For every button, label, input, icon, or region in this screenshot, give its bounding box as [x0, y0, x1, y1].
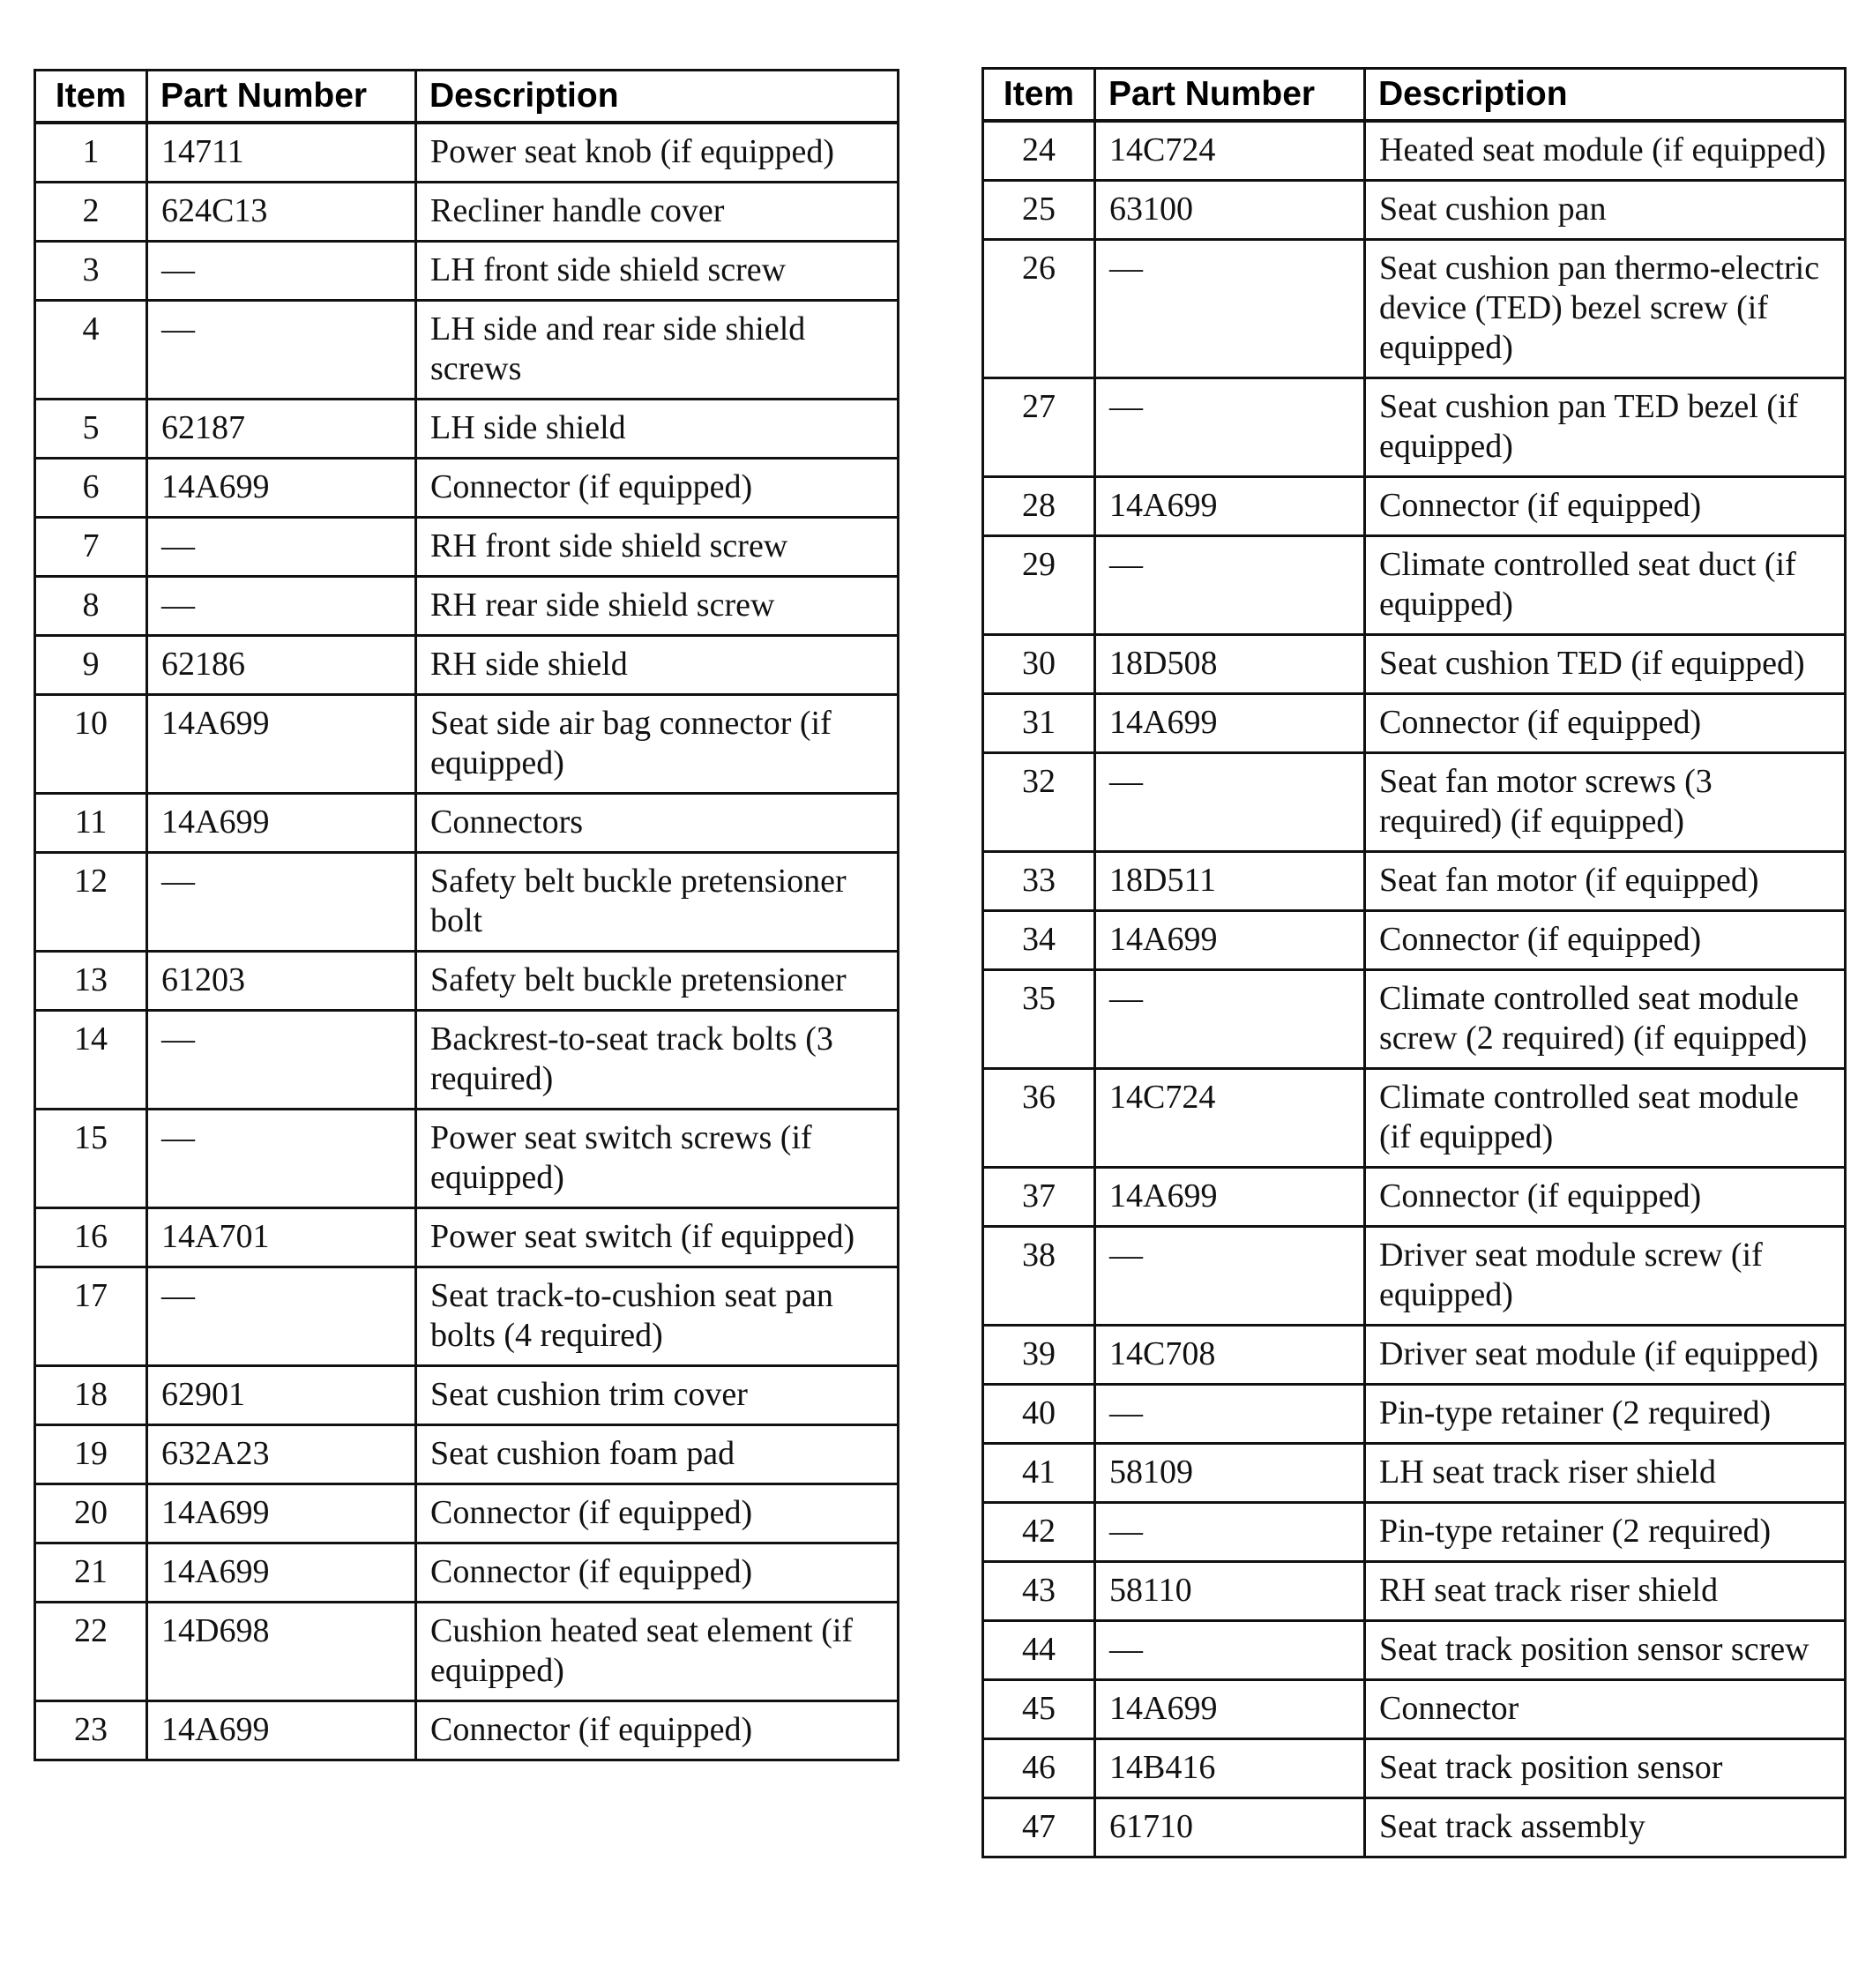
item-number-cell: 32: [983, 753, 1095, 852]
item-number-cell: 31: [983, 694, 1095, 753]
description-cell: Seat cushion TED (if equipped): [1365, 635, 1846, 694]
part-number-cell: —: [1095, 970, 1365, 1069]
table-row: [35, 242, 899, 301]
part-number-cell: —: [1095, 1385, 1365, 1444]
description-cell: RH front side shield screw: [416, 518, 899, 577]
table-row: [35, 1208, 899, 1267]
item-number-cell: 14: [35, 1011, 147, 1110]
item-number-cell: 43: [983, 1562, 1095, 1621]
table-row: [35, 1543, 899, 1603]
description-cell: Heated seat module (if equipped): [1365, 121, 1846, 181]
table-row: [35, 518, 899, 577]
part-number-cell: 14711: [147, 123, 416, 183]
description-cell: Safety belt buckle pretensioner bolt: [416, 853, 899, 952]
item-number-cell: 20: [35, 1484, 147, 1543]
description-cell: Connector (if equipped): [416, 459, 899, 518]
item-number-cell: 16: [35, 1208, 147, 1267]
part-number-cell: —: [147, 1110, 416, 1208]
table-body: [35, 123, 899, 1760]
item-number-cell: 46: [983, 1739, 1095, 1798]
part-number-cell: 14C708: [1095, 1326, 1365, 1385]
item-number-cell: 9: [35, 636, 147, 695]
part-number-cell: 61710: [1095, 1798, 1365, 1857]
table-row: [983, 1227, 1846, 1326]
description-cell: Connector (if equipped): [416, 1701, 899, 1760]
item-number-cell: 33: [983, 852, 1095, 911]
description-cell: Seat cushion trim cover: [416, 1366, 899, 1425]
description-cell: Connector (if equipped): [1365, 477, 1846, 536]
table-row: [983, 970, 1846, 1069]
description-cell: Climate controlled seat module (if equipped): [1365, 1069, 1846, 1168]
item-number-cell: 5: [35, 400, 147, 459]
description-cell: LH front side shield screw: [416, 242, 899, 301]
part-number-cell: 62901: [147, 1366, 416, 1425]
part-number-cell: —: [147, 1267, 416, 1366]
part-number-cell: 14A699: [147, 1701, 416, 1760]
header-description: Description: [416, 71, 899, 123]
description-cell: Connector (if equipped): [1365, 694, 1846, 753]
header-part-number: Part Number: [1095, 69, 1365, 122]
description-cell: Power seat switch screws (if equipped): [416, 1110, 899, 1208]
description-cell: Power seat switch (if equipped): [416, 1208, 899, 1267]
part-number-cell: —: [147, 577, 416, 636]
description-cell: Seat fan motor (if equipped): [1365, 852, 1846, 911]
part-number-cell: —: [1095, 240, 1365, 378]
table-row: [983, 536, 1846, 635]
part-number-cell: 61203: [147, 952, 416, 1011]
table-row: [35, 400, 899, 459]
description-cell: Seat fan motor screws (3 required) (if equipped): [1365, 753, 1846, 852]
item-number-cell: 35: [983, 970, 1095, 1069]
part-number-cell: 14B416: [1095, 1739, 1365, 1798]
description-cell: LH side and rear side shield screws: [416, 301, 899, 400]
description-cell: Seat cushion pan: [1365, 181, 1846, 240]
description-cell: Driver seat module screw (if equipped): [1365, 1227, 1846, 1326]
table-row: [983, 477, 1846, 536]
description-cell: Connector (if equipped): [416, 1543, 899, 1603]
part-number-cell: —: [147, 1011, 416, 1110]
part-number-cell: 18D508: [1095, 635, 1365, 694]
table-row: [35, 183, 899, 242]
table-row: [983, 1385, 1846, 1444]
item-number-cell: 38: [983, 1227, 1095, 1326]
description-cell: Connector (if equipped): [1365, 911, 1846, 970]
item-number-cell: 24: [983, 121, 1095, 181]
item-number-cell: 36: [983, 1069, 1095, 1168]
item-number-cell: 11: [35, 794, 147, 853]
table-row: [35, 1603, 899, 1701]
header-part-number: Part Number: [147, 71, 416, 123]
table-row: [35, 1366, 899, 1425]
item-number-cell: 15: [35, 1110, 147, 1208]
part-number-cell: 14A699: [1095, 477, 1365, 536]
table-row: [983, 1621, 1846, 1680]
item-number-cell: 2: [35, 183, 147, 242]
item-number-cell: 1: [35, 123, 147, 183]
table-row: [35, 695, 899, 794]
table-row: [983, 1562, 1846, 1621]
description-cell: Climate controlled seat module screw (2 required) (if equipped): [1365, 970, 1846, 1069]
item-number-cell: 26: [983, 240, 1095, 378]
description-cell: Pin-type retainer (2 required): [1365, 1503, 1846, 1562]
item-number-cell: 19: [35, 1425, 147, 1484]
item-number-cell: 8: [35, 577, 147, 636]
item-number-cell: 22: [35, 1603, 147, 1701]
item-number-cell: 3: [35, 242, 147, 301]
item-number-cell: 18: [35, 1366, 147, 1425]
table-row: [983, 1503, 1846, 1562]
part-number-cell: 14A699: [147, 1543, 416, 1603]
table-row: [983, 1444, 1846, 1503]
description-cell: Connector: [1365, 1680, 1846, 1739]
item-number-cell: 45: [983, 1680, 1095, 1739]
description-cell: RH side shield: [416, 636, 899, 695]
part-number-cell: 14A699: [1095, 694, 1365, 753]
table-row: [35, 577, 899, 636]
part-number-cell: 624C13: [147, 183, 416, 242]
part-number-cell: —: [147, 853, 416, 952]
part-number-cell: 63100: [1095, 181, 1365, 240]
item-number-cell: 42: [983, 1503, 1095, 1562]
table-row: [983, 240, 1846, 378]
item-number-cell: 29: [983, 536, 1095, 635]
part-number-cell: —: [1095, 378, 1365, 477]
item-number-cell: 23: [35, 1701, 147, 1760]
item-number-cell: 40: [983, 1385, 1095, 1444]
table-row: [983, 121, 1846, 181]
item-number-cell: 6: [35, 459, 147, 518]
table-row: [983, 378, 1846, 477]
part-number-cell: —: [1095, 1503, 1365, 1562]
item-number-cell: 12: [35, 853, 147, 952]
part-number-cell: 14C724: [1095, 1069, 1365, 1168]
item-number-cell: 47: [983, 1798, 1095, 1857]
item-number-cell: 44: [983, 1621, 1095, 1680]
description-cell: Connectors: [416, 794, 899, 853]
table-row: [983, 181, 1846, 240]
table-row: [35, 123, 899, 183]
part-number-cell: 62186: [147, 636, 416, 695]
table-row: [35, 794, 899, 853]
item-number-cell: 17: [35, 1267, 147, 1366]
table-row: [35, 1425, 899, 1484]
header-item: Item: [35, 71, 147, 123]
table-row: [35, 1011, 899, 1110]
description-cell: Seat track-to-cushion seat pan bolts (4 required): [416, 1267, 899, 1366]
part-number-cell: —: [147, 518, 416, 577]
part-number-cell: 14A701: [147, 1208, 416, 1267]
header-description: Description: [1365, 69, 1846, 122]
table-row: [983, 1069, 1846, 1168]
description-cell: Safety belt buckle pretensioner: [416, 952, 899, 1011]
item-number-cell: 34: [983, 911, 1095, 970]
parts-table-left: [34, 69, 899, 1761]
part-number-cell: —: [1095, 1227, 1365, 1326]
description-cell: Seat track assembly: [1365, 1798, 1846, 1857]
item-number-cell: 27: [983, 378, 1095, 477]
part-number-cell: 14A699: [147, 794, 416, 853]
description-cell: Connector (if equipped): [1365, 1168, 1846, 1227]
description-cell: Cushion heated seat element (if equipped): [416, 1603, 899, 1701]
part-number-cell: 14C724: [1095, 121, 1365, 181]
description-cell: Backrest-to-seat track bolts (3 required): [416, 1011, 899, 1110]
part-number-cell: 14A699: [1095, 1680, 1365, 1739]
table-row: [983, 1680, 1846, 1739]
description-cell: Seat track position sensor: [1365, 1739, 1846, 1798]
part-number-cell: 62187: [147, 400, 416, 459]
parts-table-right: [981, 67, 1847, 1858]
part-number-cell: 14A699: [147, 1484, 416, 1543]
table-row: [35, 459, 899, 518]
table-row: [35, 636, 899, 695]
item-number-cell: 41: [983, 1444, 1095, 1503]
table-row: [983, 635, 1846, 694]
table-row: [983, 753, 1846, 852]
table-row: [983, 1168, 1846, 1227]
part-number-cell: —: [1095, 536, 1365, 635]
table-row: [35, 1110, 899, 1208]
table-row: [983, 911, 1846, 970]
item-number-cell: 21: [35, 1543, 147, 1603]
item-number-cell: 10: [35, 695, 147, 794]
table-row: [35, 853, 899, 952]
item-number-cell: 37: [983, 1168, 1095, 1227]
part-number-cell: 18D511: [1095, 852, 1365, 911]
part-number-cell: 14A699: [147, 695, 416, 794]
table-row: [35, 1267, 899, 1366]
item-number-cell: 39: [983, 1326, 1095, 1385]
part-number-cell: 14A699: [147, 459, 416, 518]
part-number-cell: 58109: [1095, 1444, 1365, 1503]
description-cell: Seat side air bag connector (if equipped): [416, 695, 899, 794]
item-number-cell: 13: [35, 952, 147, 1011]
description-cell: Seat cushion pan TED bezel (if equipped): [1365, 378, 1846, 477]
description-cell: Driver seat module (if equipped): [1365, 1326, 1846, 1385]
description-cell: Recliner handle cover: [416, 183, 899, 242]
table-row: [35, 1484, 899, 1543]
item-number-cell: 30: [983, 635, 1095, 694]
item-number-cell: 4: [35, 301, 147, 400]
part-number-cell: 14D698: [147, 1603, 416, 1701]
table-row: [983, 852, 1846, 911]
part-number-cell: 14A699: [1095, 1168, 1365, 1227]
description-cell: LH seat track riser shield: [1365, 1444, 1846, 1503]
header-item: Item: [983, 69, 1095, 122]
table-header-row: [35, 71, 899, 123]
table-row: [983, 1798, 1846, 1857]
table-row: [983, 694, 1846, 753]
part-number-cell: —: [147, 301, 416, 400]
table-header-row: [983, 69, 1846, 122]
table-row: [35, 301, 899, 400]
part-number-cell: 14A699: [1095, 911, 1365, 970]
part-number-cell: 632A23: [147, 1425, 416, 1484]
table-row: [983, 1326, 1846, 1385]
table-body: [983, 121, 1846, 1857]
part-number-cell: —: [147, 242, 416, 301]
description-cell: Seat cushion pan thermo-electric device (TED) bezel screw (if equipped): [1365, 240, 1846, 378]
description-cell: LH side shield: [416, 400, 899, 459]
description-cell: Connector (if equipped): [416, 1484, 899, 1543]
description-cell: Climate controlled seat duct (if equipped): [1365, 536, 1846, 635]
description-cell: Seat cushion foam pad: [416, 1425, 899, 1484]
table-row: [35, 1701, 899, 1760]
part-number-cell: —: [1095, 1621, 1365, 1680]
description-cell: Power seat knob (if equipped): [416, 123, 899, 183]
description-cell: RH rear side shield screw: [416, 577, 899, 636]
part-number-cell: 58110: [1095, 1562, 1365, 1621]
description-cell: Pin-type retainer (2 required): [1365, 1385, 1846, 1444]
table-row: [35, 952, 899, 1011]
description-cell: RH seat track riser shield: [1365, 1562, 1846, 1621]
table-row: [983, 1739, 1846, 1798]
item-number-cell: 25: [983, 181, 1095, 240]
description-cell: Seat track position sensor screw: [1365, 1621, 1846, 1680]
item-number-cell: 7: [35, 518, 147, 577]
part-number-cell: —: [1095, 753, 1365, 852]
item-number-cell: 28: [983, 477, 1095, 536]
